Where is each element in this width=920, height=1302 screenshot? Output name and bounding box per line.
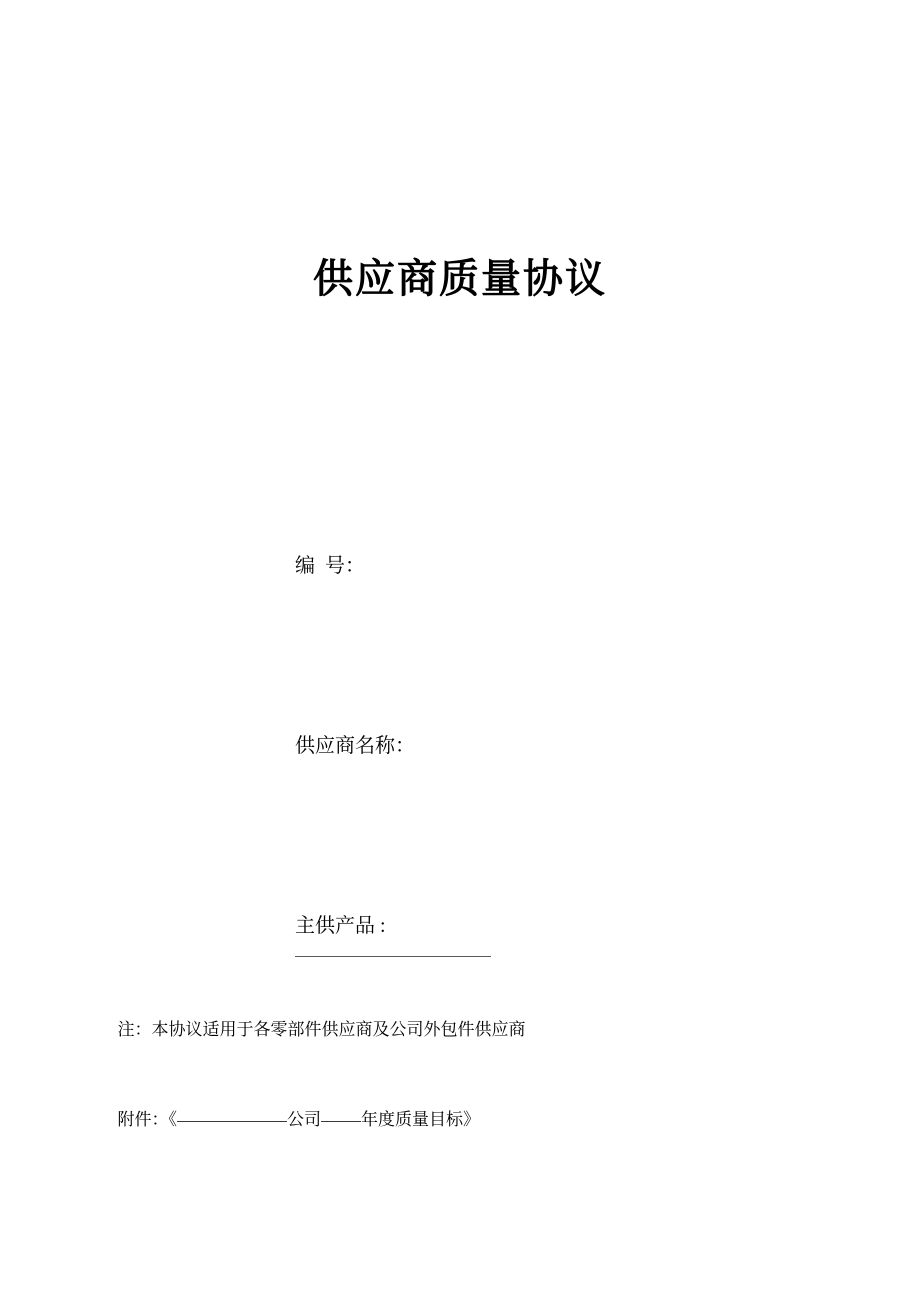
page-title: 供应商质量协议 bbox=[313, 255, 607, 302]
attachment-company-blank[interactable] bbox=[177, 1120, 287, 1122]
attachment-part2: 年度质量目标》 bbox=[361, 1110, 480, 1129]
field-blank-main-product[interactable] bbox=[295, 955, 491, 957]
field-row-number bbox=[265, 524, 825, 636]
field-label-main-product: 主供产品 : bbox=[295, 915, 386, 937]
attachment-year-blank[interactable] bbox=[321, 1120, 361, 1122]
field-list bbox=[265, 524, 825, 996]
note-text: 本协议适用于各零部件供应商及公司外包件供应商 bbox=[151, 1020, 526, 1039]
field-row-supplier-name bbox=[265, 704, 825, 816]
field-label-supplier-name: 供应商名称： bbox=[295, 735, 415, 757]
attachment-open-bracket: 《 bbox=[168, 1110, 177, 1129]
attachment-part1: 公司 bbox=[287, 1110, 321, 1129]
note-line-attachment bbox=[92, 1075, 832, 1165]
field-row-main-product bbox=[265, 884, 825, 996]
note-line-scope bbox=[92, 985, 832, 1075]
notes-block bbox=[92, 985, 832, 1165]
field-label-number: 编 号： bbox=[295, 555, 365, 577]
attachment-label: 附件： bbox=[117, 1110, 169, 1129]
note-label: 注： bbox=[117, 1020, 152, 1039]
